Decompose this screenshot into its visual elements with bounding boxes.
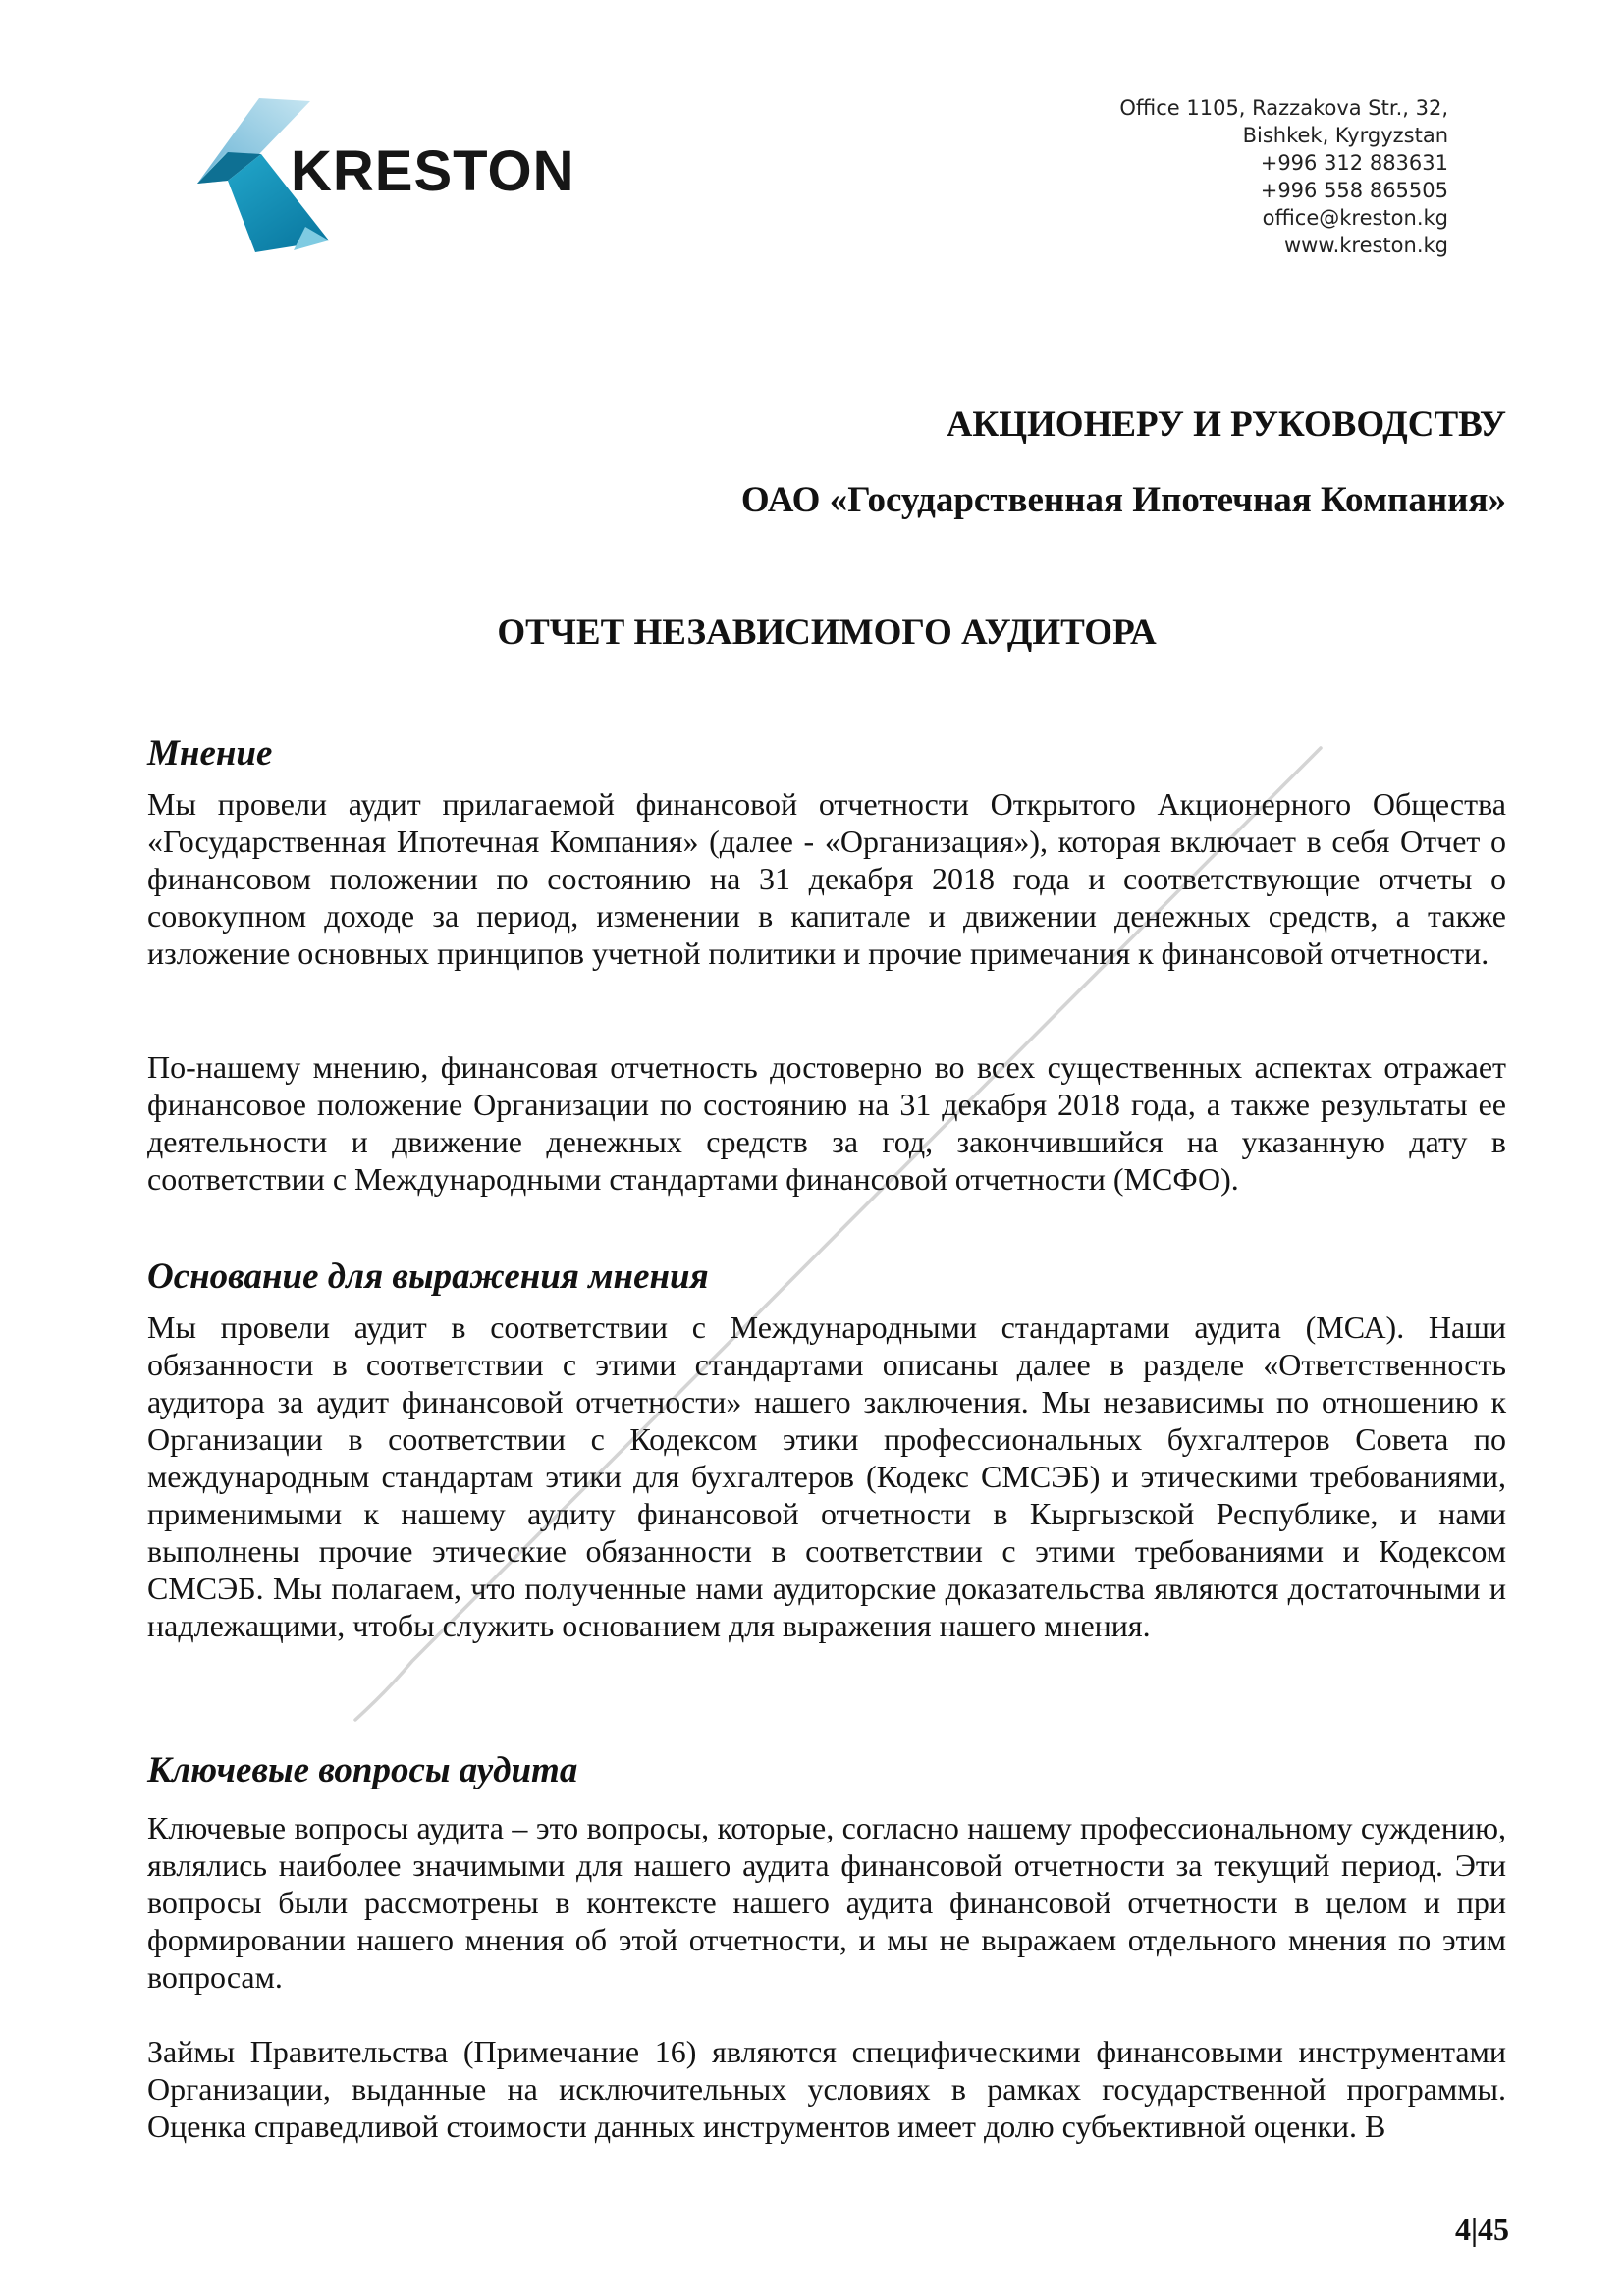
contact-line-phone-2: +996 558 865505	[1260, 179, 1448, 202]
contact-line-website: www.kreston.kg	[1283, 234, 1448, 257]
report-title: ОТЧЕТ НЕЗАВИСИМОГО АУДИТОРА	[497, 613, 1157, 653]
addressee-heading: АКЦИОНЕРУ И РУКОВОДСТВУ	[946, 404, 1506, 445]
brand-name: KRESTON	[291, 139, 575, 203]
section-heading-opinion: Мнение	[147, 733, 273, 774]
contact-line-city: Bishkek, Kyrgyzstan	[1242, 124, 1448, 147]
opinion-paragraph-2: По-нашему мнению, финансовая отчетность достоверно во всех существенных аспектах отражает финансовое положение Организации по состоянию на 31 декабря 2018 года, а также результаты ее деятельности и движение денежных средств за год, закончившийся на указанную дату в соответствии с Международными стандартами финансовой отчетности (МСФО).	[147, 1049, 1506, 1197]
contact-block	[1119, 94, 1448, 259]
page-number: 4|45	[1454, 2212, 1509, 2247]
opinion-paragraph-1: Мы провели аудит прилагаемой финансовой отчетности Открытого Акционерного Общества «Государственная Ипотечная Компания» (далее - «Организация»), которая включает в себя Отчет о финансовом положении по состоянию на 31 декабря 2018 года и соответствующие отчеты о совокупном доходе за период, изменении в капитале и движении денежных средств, а также изложение основных принципов учетной политики и прочие примечания к финансовой отчетности.	[147, 786, 1506, 971]
section-heading-basis: Основание для выражения мнения	[147, 1256, 709, 1297]
company-heading: ОАО «Государственная Ипотечная Компания»	[740, 480, 1506, 520]
basis-paragraph-1: Мы провели аудит в соответствии с Международными стандартами аудита (МСА). Наши обязанности в соответствии с этими стандартами описаны далее в разделе «Ответственность аудитора за аудит финансовой отчетности» нашего заключения. Мы независимы по отношению к Организации в соответствии с Кодексом этики профессиональных бухгалтеров Совета по международным стандартам этики для бухгалтеров (Кодекс СМСЭБ) и этическими требованиями, применимыми к нашему аудиту финансовой отчетности в Кыргызской Республике, и нами выполнены прочие этические обязанности в соответствии с этими требованиями и Кодексом СМСЭБ. Мы полагаем, что полученные нами аудиторские доказательства являются достаточными и надлежащими, чтобы служить основанием для выражения нашего мнения.	[147, 1309, 1506, 1643]
contact-line-phone-1: +996 312 883631	[1260, 151, 1448, 175]
key-audit-matters-paragraph-1: Ключевые вопросы аудита – это вопросы, которые, согласно нашему профессиональному суждению, являлись наиболее значимыми для нашего аудита финансовой отчетности за текущий период. Эти вопросы были рассмотрены в контексте нашего аудита финансовой отчетности в целом и при формировании нашего мнения об этой отчетности, и мы не выражаем отдельного мнения по этим вопросам.	[147, 1810, 1506, 1995]
key-audit-matters-paragraph-2: Займы Правительства (Примечание 16) являются специфическими финансовыми инструментами Организации, выданные на исключительных условиях в рамках государственной программы. Оценка справедливой стоимости данных инструментов имеет долю субъективной оценки. В	[147, 2034, 1506, 2144]
contact-line-email: office@kreston.kg	[1262, 206, 1448, 230]
section-heading-key-audit-matters: Ключевые вопросы аудита	[147, 1750, 578, 1790]
contact-line-address: Office 1105, Razzakova Str., 32,	[1119, 96, 1448, 120]
